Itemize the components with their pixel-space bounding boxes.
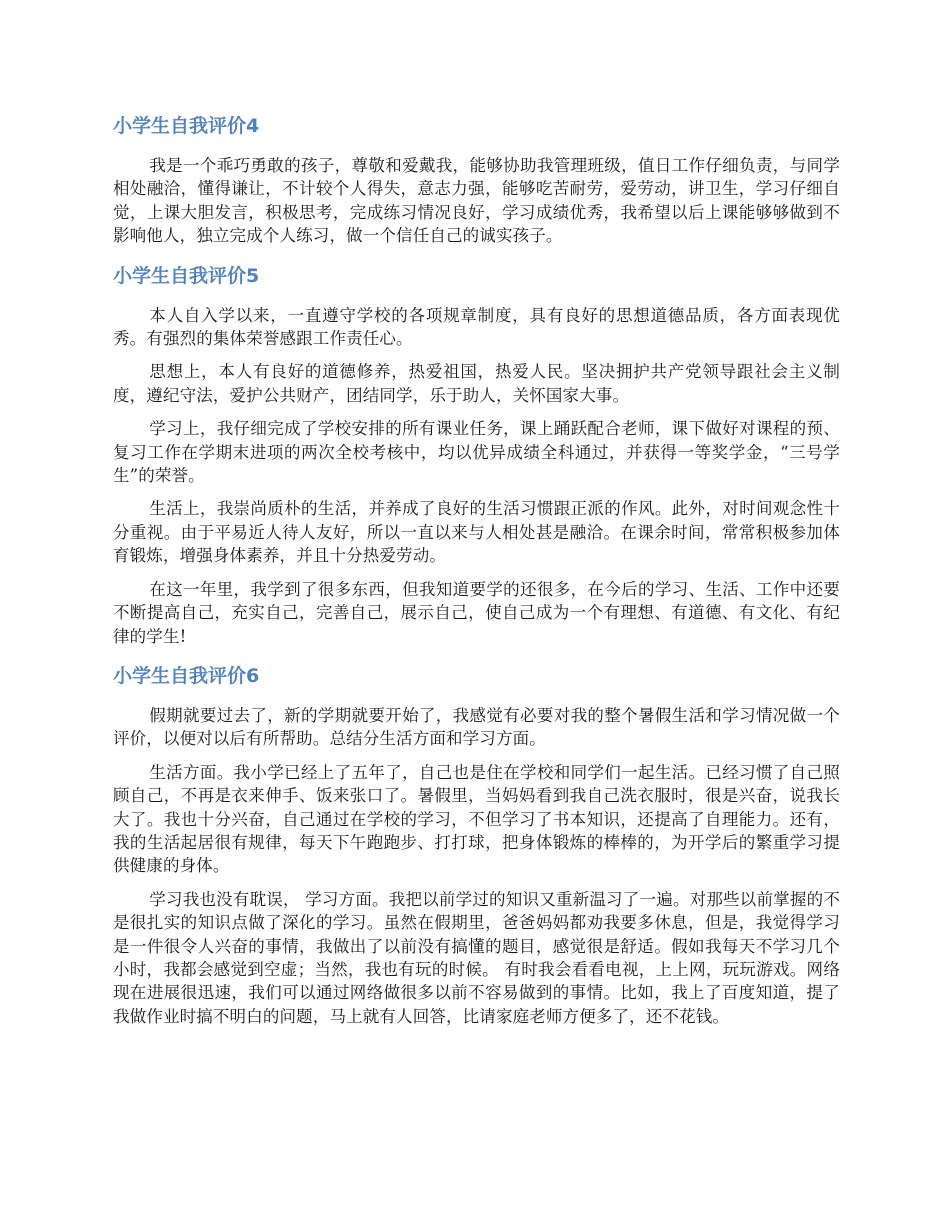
section-title: 小学生自我评价5: [113, 264, 260, 287]
paragraph: 生活上，我崇尚质朴的生活，并养成了良好的生活习惯跟正派的作风。此外，对时间观念性十分重视。由于平易近人待人友好，所以一直以来与人相处甚是融洽。在课余时间，常常积极参加体育锻炼，增强身体素养，并且十分热爱劳动。: [113, 499, 840, 566]
section-title: 小学生自我评价6: [113, 664, 260, 687]
paragraph: 生活方面。我小学已经上了五年了，自己也是住在学校和同学们一起生活。已经习惯了自己照顾自己，不再是衣来伸手、饭来张口了。暑假里，当妈妈看到我自己洗衣服时，很是兴奋，说我长大了。我也十分兴奋，自己通过在学校的学习，不但学习了书本知识，还提高了自理能力。还有，我的生活起居很有规律，每天下午跑跑步、打打球，把身体锻炼的棒棒的，为开学后的繁重学习提供健康的身体。: [113, 762, 840, 876]
paragraph: 假期就要过去了，新的学期就要开始了，我感觉有必要对我的整个暑假生活和学习情况做一个评价，以便对以后有所帮助。总结分生活方面和学习方面。: [113, 705, 840, 749]
paragraph: 学习我也没有耽误， 学习方面。我把以前学过的知识又重新温习了一遍。对那些以前掌握的不是很扎实的知识点做了深化的学习。虽然在假期里，爸爸妈妈都劝我要多休息，但是，我觉得学习是一件很令人兴奋的事情，我做出了以前没有搞懂的题目，感觉很是舒适。假如我每天不学习几个小时，我都会感觉到空虚；当然，我也有玩的时候。 有时我会看看电视，上上网，玩玩游戏。网络现在进展很迅速，我们可以通过网络做很多以前不容易做到的事情。比如，我上了百度知道，提了我做作业时搞不明白的问题，马上就有人回答，比请家庭老师方便多了，还不花钱。: [113, 889, 840, 1026]
paragraph: 学习上，我仔细完成了学校安排的所有课业任务，课上踊跃配合老师，课下做好对课程的预、复习工作在学期末进项的两次全校考核中，均以优异成绩全科通过，并获得一等奖学金，“三号学生”的荣誉。: [113, 419, 840, 486]
section-evaluation-6: [113, 658, 840, 1028]
section-title: 小学生自我评价4: [113, 115, 260, 137]
paragraph: 思想上，本人有良好的道德修养，热爱祖国，热爱人民。坚决拥护共产党领导跟社会主义制度，遵纪守法，爱护公共财产，团结同学，乐于助人，关怀国家大事。: [113, 362, 840, 405]
document-page: [113, 108, 840, 1038]
paragraph: 本人自入学以来，一直遵守学校的各项规章制度，具有良好的思想道德品质，各方面表现优秀。有强烈的集体荣誉感跟工作责任心。: [113, 305, 840, 349]
paragraph: 在这一年里，我学到了很多东西，但我知道要学的还很多，在今后的学习、生活、工作中还要不断提高自己，充实自己，完善自己，展示自己，使自己成为一个有理想、有道德、有文化、有纪律的学生!: [113, 579, 840, 646]
section-evaluation-5: [113, 258, 840, 648]
section-evaluation-4: [113, 108, 840, 248]
paragraph: 我是一个乖巧勇敢的孩子，尊敬和爱戴我，能够协助我管理班级，值日工作仔细负责，与同学相处融洽，懂得谦让，不计较个人得失，意志力强，能够吃苦耐劳，爱劳动，讲卫生，学习仔细自觉，上课大胆发言，积极思考，完成练习情况良好，学习成绩优秀，我希望以后上课能够够做到不影响他人，独立完成个人练习，做一个信任自己的诚实孩子。: [113, 156, 840, 246]
